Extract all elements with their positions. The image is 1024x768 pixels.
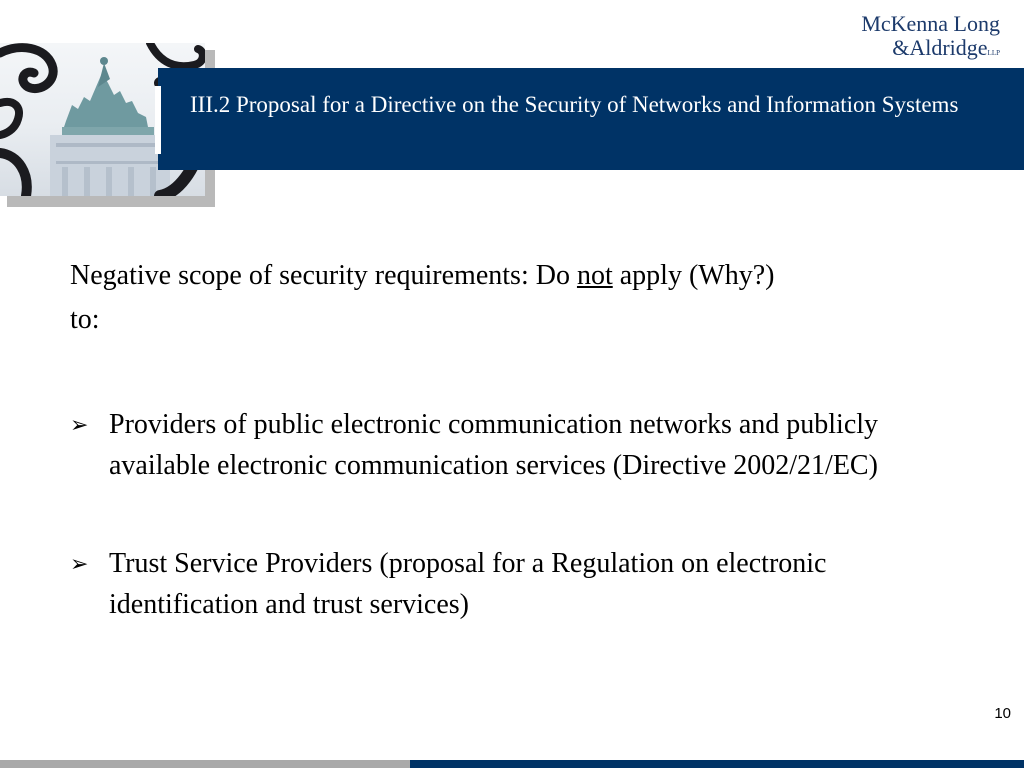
firm-logo — [861, 12, 1000, 65]
slide-title: III.2 Proposal for a Directive on the Security of Networks and Information Systems — [190, 92, 959, 117]
list-item-text: Providers of public electronic communication networks and publicly available electronic communication services (Directive 2002/21/EC) — [109, 409, 879, 481]
firm-logo-line1: McKenna Long — [861, 11, 1000, 36]
title-accent-line — [155, 86, 161, 154]
list-item-text: Trust Service Providers (proposal for a Regulation on electronic identification and trust services) — [109, 548, 827, 620]
list-item — [70, 543, 970, 625]
firm-logo-line2 — [861, 36, 1000, 65]
arrow-bullet-icon: ➢ — [70, 552, 89, 577]
footer-bar-blue — [410, 760, 1024, 768]
footer-bar-grey — [0, 760, 410, 768]
intro-emphasis: not — [576, 260, 613, 291]
intro-suffix: apply (Why?) — [612, 260, 775, 291]
intro-prefix: Negative scope of security requirements: Do — [70, 260, 577, 291]
intro-line2: to: — [70, 304, 100, 335]
intro-paragraph — [70, 254, 970, 342]
bullet-list — [70, 404, 970, 625]
firm-logo-suffix: LLP — [987, 49, 1000, 57]
list-item — [70, 404, 970, 486]
arrow-bullet-icon: ➢ — [70, 413, 89, 438]
firm-logo-line2-text: &Aldridge — [892, 35, 988, 60]
page-number: 10 — [994, 705, 1011, 722]
